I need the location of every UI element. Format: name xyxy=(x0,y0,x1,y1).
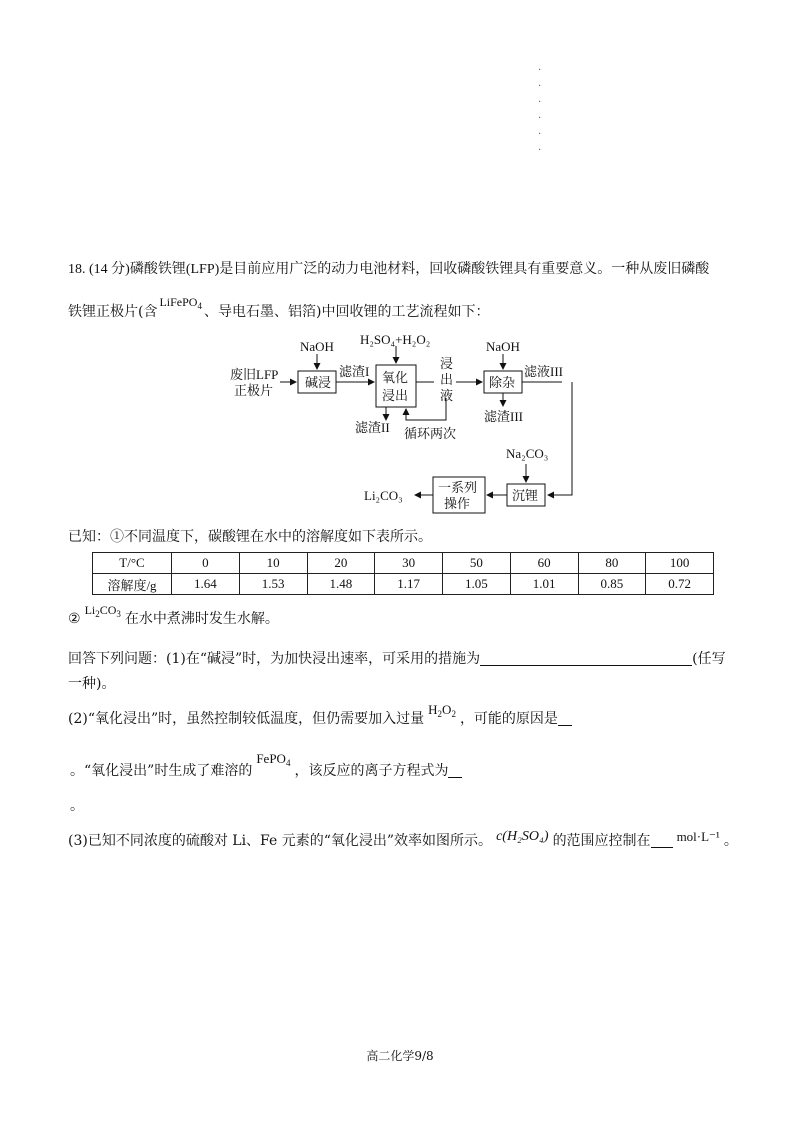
flow-input-line2: 正极片 xyxy=(234,383,274,398)
solubility-table xyxy=(92,552,714,595)
q18-line2: 铁锂正极片(含LiFePO$_4$ 、导电石墨、铝箔)中回收锂的工艺流程如下： xyxy=(68,295,490,320)
table-row-values xyxy=(93,574,714,595)
lifepo4-formula: LiFePO$_4$ xyxy=(159,295,202,311)
table-header-cell: 100 xyxy=(646,553,714,574)
q18-line1: 18. (14 分)磷酸铁锂(LFP)是目前应用广泛的动力电池材料，回收磷酸铁锂具有重要意义。一种从废旧磷酸 xyxy=(68,262,710,277)
flow-input-line1: 废旧LFP xyxy=(230,367,279,382)
flow-box-series-label2: 操作 xyxy=(444,496,471,511)
q2-line1: (2)“氧化浸出”时，虽然控制较低温度，但仍需要加入过量$H_2O_2$ ，可能的原因是 xyxy=(68,710,572,732)
flow-leachate-1: 浸 xyxy=(440,356,454,371)
flow-box-series-label1: 一系列 xyxy=(438,480,478,495)
table-value-cell: 1.64 xyxy=(172,574,240,595)
table-value-cell: 1.05 xyxy=(443,574,511,595)
unit-mol-per-l: mol·L⁻¹ xyxy=(676,829,720,844)
flow-filtrate-3: 滤液III xyxy=(524,364,563,379)
table-header-cell: 20 xyxy=(307,553,375,574)
flow-reagent-h2so4-h2o2: H₂SO₄+H₂O₂ xyxy=(360,332,431,347)
table-value-cell: 1.01 xyxy=(510,574,578,595)
table-header-cell: T/°C xyxy=(93,553,172,574)
flow-box-alkali-label: 碱浸 xyxy=(305,375,332,390)
flow-box-li-precip-label: 沉锂 xyxy=(512,488,539,503)
flow-leachate-3: 液 xyxy=(440,388,454,403)
q1-line2: 一种)。 xyxy=(68,676,116,692)
q2-line3: 。 xyxy=(70,798,84,814)
table-value-cell: 1.17 xyxy=(375,574,443,595)
answer-blank-q2b[interactable] xyxy=(448,763,462,778)
answer-blank-q3[interactable] xyxy=(651,833,673,848)
flow-leachate-2: 出 xyxy=(440,372,454,387)
q2-line2: 。“氧化浸出”时生成了难溶的FePO$_4$ ，该反应的离子方程式为 xyxy=(70,762,462,784)
table-header-cell: 0 xyxy=(172,553,240,574)
table-value-cell: 0.85 xyxy=(578,574,646,595)
table-header-cell: 50 xyxy=(443,553,511,574)
answer-blank-q2a[interactable] xyxy=(558,711,572,726)
flow-na2co3: Na₂CO₃ xyxy=(506,446,549,461)
table-value-cell: 1.48 xyxy=(307,574,375,595)
table-header-cell: 60 xyxy=(510,553,578,574)
answer-blank-q1[interactable] xyxy=(480,651,692,666)
q1-line1: 回答下列问题：(1)在“碱浸”时，为加快浸出速率，可采用的措施为 (任写 xyxy=(68,651,726,667)
table-header-cell: 30 xyxy=(375,553,443,574)
li2co3-formula: $Li_2CO_3$ xyxy=(84,603,121,619)
h2o2-formula: $H_2O_2$ xyxy=(428,702,456,719)
sulfuric-acid-concentration: c(H₂SO₄) xyxy=(496,829,549,844)
flow-recycle-twice: 循环两次 xyxy=(404,426,457,441)
flow-naoh-2: NaOH xyxy=(486,339,520,354)
flow-filter-residue-2: 滤渣II xyxy=(355,420,390,435)
known-item2: $②Li_2CO_3$ 在水中煮沸时发生水解。 xyxy=(68,603,279,627)
table-header-cell: 10 xyxy=(239,553,307,574)
flow-box-impurity-label: 除杂 xyxy=(489,375,516,390)
process-flow-diagram xyxy=(220,332,600,522)
flow-naoh-1: NaOH xyxy=(300,339,334,354)
flow-product-li2co3: Li₂CO₃ xyxy=(364,488,403,503)
flow-filter-residue-1: 滤渣I xyxy=(339,364,370,379)
q3-line: (3)已知不同浓度的硫酸对 Li、Fe 元素的“氧化浸出”效率如图所示。 c(H₂SO₄) 的范围应控制在 mol·L⁻¹ 。 xyxy=(68,829,738,849)
table-value-cell: 0.72 xyxy=(646,574,714,595)
table-value-cell: 溶解度/g xyxy=(93,574,172,595)
page-footer: 高二化学9/8 xyxy=(366,1049,434,1063)
margin-dots: . . . . . . xyxy=(538,62,542,153)
known-intro: 已知：①不同温度下，碳酸锂在水中的溶解度如下表所示。 xyxy=(68,529,432,545)
table-value-cell: 1.53 xyxy=(239,574,307,595)
flow-box-oxidation-label1: 氧化 xyxy=(382,370,409,385)
table-header-cell: 80 xyxy=(578,553,646,574)
fepo4-formula: FePO$_4$ xyxy=(256,751,291,768)
flow-box-oxidation-label2: 浸出 xyxy=(382,388,409,403)
flow-filter-residue-3: 滤渣III xyxy=(484,409,523,424)
table-row-header xyxy=(93,553,714,574)
